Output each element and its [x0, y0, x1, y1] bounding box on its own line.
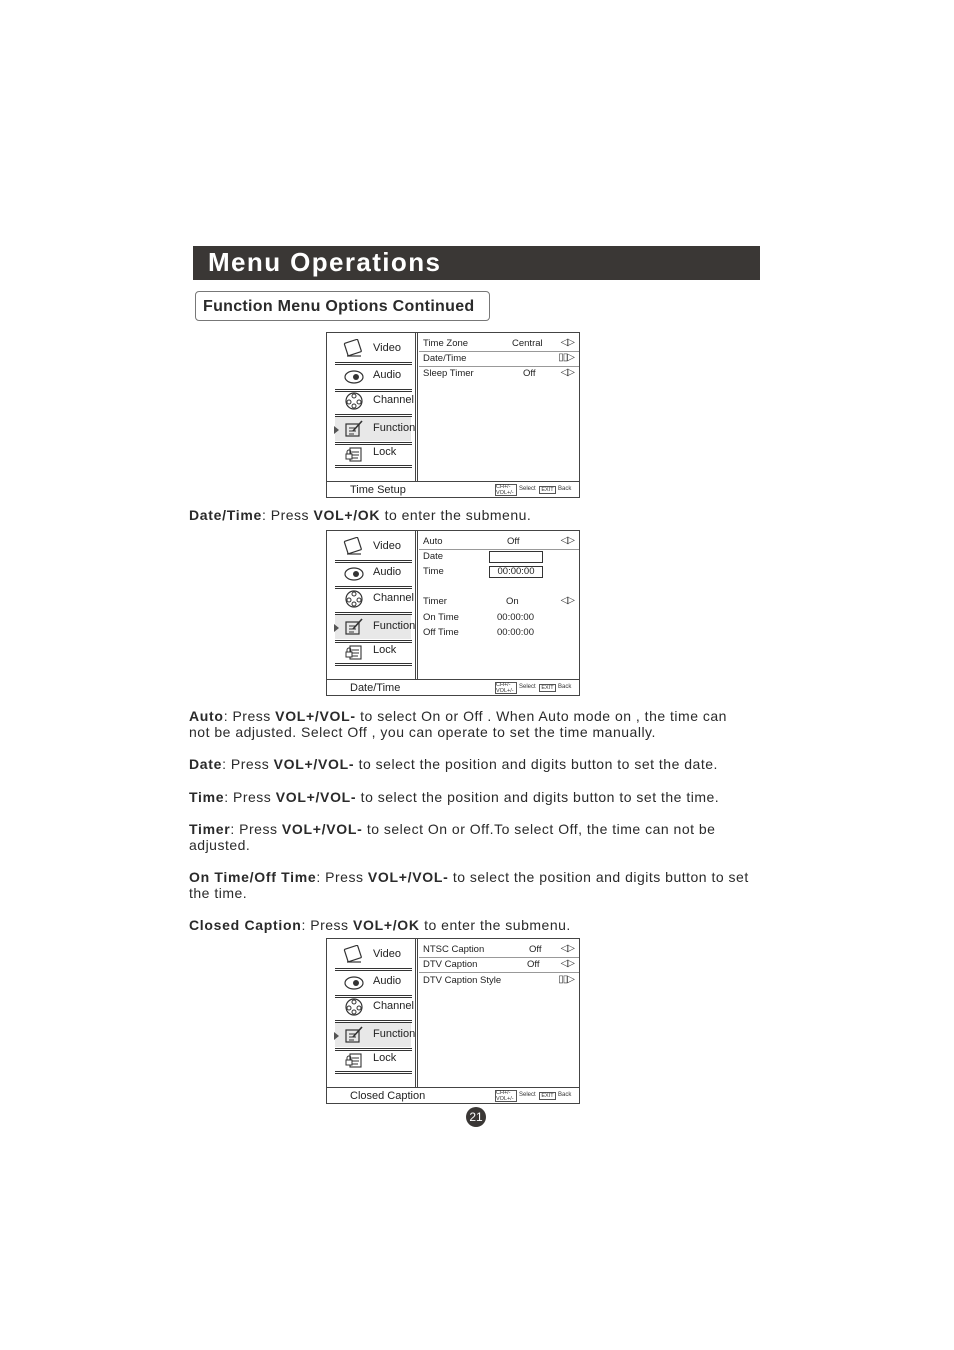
function-icon: [343, 419, 365, 439]
audio-icon: [343, 366, 365, 386]
sidebar-item-label: Function: [373, 422, 416, 434]
ch-vol-key-icon: CH+/- VOL+/-: [495, 682, 517, 694]
menu-footer: [327, 1087, 579, 1105]
date-field[interactable]: [489, 551, 543, 563]
sidebar-item-lock[interactable]: [335, 441, 411, 465]
sidebar-item-label: Video: [373, 342, 401, 354]
function-icon: [343, 617, 365, 637]
audio-icon: [343, 972, 365, 992]
paragraph-auto: Auto: Press VOL+/VOL- to select On or Off . When Auto mode on , the time can not be adjusted. Select Off , you can operate to set the time manually.: [189, 708, 727, 740]
sidebar-item-video[interactable]: [335, 535, 411, 559]
menu-row-auto[interactable]: Auto Off ◁▷: [419, 534, 579, 550]
page-title: Menu Operations: [208, 247, 442, 277]
exit-key-icon: EXIT: [539, 486, 556, 494]
menu-content: [419, 939, 579, 1087]
video-icon: [343, 945, 365, 965]
paragraph-date-time: Date/Time: Press VOL+/OK to enter the submenu.: [189, 507, 532, 523]
menu-row-dtv-caption-style[interactable]: DTV Caption Style ▯▯▷: [423, 974, 574, 986]
page-number: 21: [466, 1107, 486, 1127]
function-icon: [343, 1025, 365, 1045]
menu-content: [419, 531, 579, 679]
lock-icon: [343, 1049, 365, 1069]
back-hint: Back: [558, 684, 572, 690]
exit-key-icon: EXIT: [539, 1092, 556, 1100]
enter-submenu-icon: ▯▯▷: [558, 352, 574, 363]
sidebar-item-label: Channel: [373, 1000, 414, 1012]
paragraph-time: Time: Press VOL+/VOL- to select the position and digits button to set the time.: [189, 789, 720, 805]
channel-icon: [343, 589, 365, 609]
left-right-arrows-icon: ◁▷: [560, 958, 574, 969]
menu-sidebar: [327, 333, 418, 481]
sidebar-item-video[interactable]: [335, 337, 411, 361]
video-icon: [343, 339, 365, 359]
lock-icon: [343, 443, 365, 463]
sidebar-item-label: Audio: [373, 369, 402, 381]
sidebar-item-label: Function: [373, 620, 416, 632]
menu-footer: [327, 481, 579, 499]
sidebar-item-lock[interactable]: [335, 639, 411, 663]
sidebar-item-label: Function: [373, 1028, 416, 1040]
sidebar-item-label: Audio: [373, 566, 402, 578]
menu-row-timer[interactable]: Timer On ◁▷: [423, 595, 574, 607]
video-icon: [343, 537, 365, 557]
sidebar-item-audio[interactable]: [335, 561, 411, 585]
sidebar-item-label: Lock: [373, 1052, 397, 1064]
menu-sidebar: [327, 939, 418, 1087]
left-right-arrows-icon: ◁▷: [560, 535, 574, 546]
menu-row-off-time[interactable]: Off Time 00:00:00: [423, 627, 534, 638]
menu-screen-closed-caption: [326, 938, 580, 1104]
ch-vol-key-icon: CH+/- VOL+/-: [495, 484, 517, 496]
menu-content: [419, 333, 579, 481]
exit-key-icon: EXIT: [539, 684, 556, 692]
sidebar-item-audio[interactable]: [335, 970, 411, 994]
sidebar-item-lock[interactable]: [335, 1047, 411, 1071]
page-header-bar: [193, 246, 760, 280]
menu-row-on-time[interactable]: On Time 00:00:00: [423, 612, 534, 623]
enter-submenu-icon: ▯▯▷: [558, 974, 574, 985]
menu-row-sleep-timer[interactable]: Sleep Timer Off ◁▷: [423, 367, 574, 379]
sidebar-item-label: Video: [373, 540, 401, 552]
menu-row-date-time[interactable]: Date/Time ▯▯▷: [419, 351, 579, 367]
menu-screen-date-time: [326, 530, 580, 696]
paragraph-on-off-time: On Time/Off Time: Press VOL+/VOL- to select the position and digits button to set the time.: [189, 869, 749, 901]
selected-arrow-icon: [334, 624, 339, 632]
sidebar-item-function[interactable]: [335, 615, 416, 639]
left-right-arrows-icon: ◁▷: [560, 595, 574, 606]
sidebar-item-channel[interactable]: [335, 389, 414, 413]
sidebar-item-label: Lock: [373, 644, 397, 656]
left-right-arrows-icon: ◁▷: [560, 337, 574, 348]
ch-vol-key-icon: CH+/- VOL+/-: [495, 1090, 517, 1102]
selected-arrow-icon: [334, 1032, 339, 1040]
selected-arrow-icon: [334, 426, 339, 434]
menu-screen-title: Time Setup: [350, 484, 406, 496]
section-heading: Function Menu Options Continued: [203, 298, 475, 315]
section-heading-box: [195, 291, 490, 321]
sidebar-item-function[interactable]: [335, 1023, 416, 1047]
menu-row-time[interactable]: Time 00:00:00: [419, 564, 579, 579]
paragraph-closed-caption: Closed Caption: Press VOL+/OK to enter the submenu.: [189, 917, 571, 933]
menu-screen-time-setup: [326, 332, 580, 498]
menu-sidebar: [327, 531, 418, 679]
sidebar-item-label: Channel: [373, 592, 414, 604]
sidebar-item-function[interactable]: [335, 417, 416, 441]
sidebar-item-label: Video: [373, 948, 401, 960]
sidebar-item-label: Audio: [373, 975, 402, 987]
channel-icon: [343, 391, 365, 411]
back-hint: Back: [558, 1092, 572, 1098]
select-hint: Select: [519, 684, 536, 690]
sidebar-item-audio[interactable]: [335, 364, 411, 388]
menu-row-date[interactable]: Date: [419, 549, 579, 564]
sidebar-item-channel[interactable]: [335, 995, 414, 1019]
menu-row-dtv-caption[interactable]: DTV Caption Off ◁▷: [419, 957, 579, 973]
paragraph-date: Date: Press VOL+/VOL- to select the position and digits button to set the date.: [189, 756, 718, 772]
menu-row-ntsc-caption[interactable]: NTSC Caption Off ◁▷: [419, 942, 579, 958]
back-hint: Back: [558, 486, 572, 492]
paragraph-timer: Timer: Press VOL+/VOL- to select On or Off.To select Off, the time can not be adjusted.: [189, 821, 716, 853]
select-hint: Select: [519, 486, 536, 492]
menu-screen-title: Date/Time: [350, 682, 401, 694]
sidebar-item-label: Lock: [373, 446, 397, 458]
time-field[interactable]: 00:00:00: [489, 566, 543, 578]
lock-icon: [343, 641, 365, 661]
audio-icon: [343, 563, 365, 583]
sidebar-item-label: Channel: [373, 394, 414, 406]
left-right-arrows-icon: ◁▷: [560, 367, 574, 378]
menu-row-time-zone[interactable]: Time Zone Central ◁▷: [419, 336, 579, 352]
sidebar-item-video[interactable]: [335, 943, 411, 967]
menu-screen-title: Closed Caption: [350, 1090, 426, 1102]
select-hint: Select: [519, 1092, 536, 1098]
menu-footer: [327, 679, 579, 697]
left-right-arrows-icon: ◁▷: [560, 943, 574, 954]
channel-icon: [343, 997, 365, 1017]
sidebar-item-channel[interactable]: [335, 587, 414, 611]
